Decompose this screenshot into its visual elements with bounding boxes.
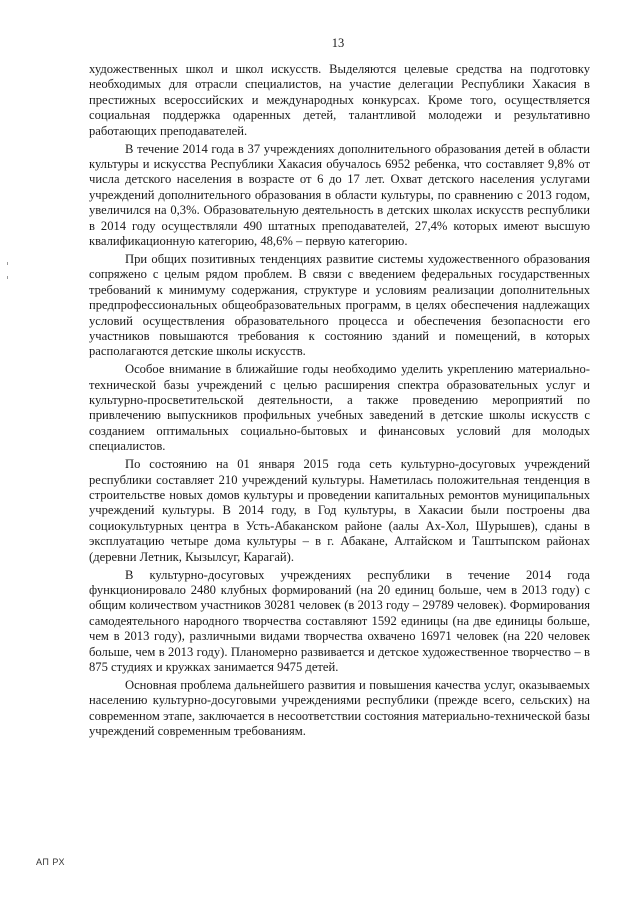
paragraph-problems: При общих позитивных тенденциях развитие системы художественного образования сопряжено с целым рядом проблем. В связи с введением федеральных государственных требований к минимуму содержания, структуре и условиям реализации дополнительных предпрофессиональных общеобразовательных программ, в целях обеспечения надлежащих условий осуществления образовательного процесса и обеспечения безопасности его участников повышаются требования к состоянию зданий и помещений, в которых располагаются детские школы искусств. [89,251,590,359]
document-body [89,62,590,742]
paragraph-cultural-network: По состоянию на 01 января 2015 года сеть культурно-досуговых учреждений республики составляет 210 учреждений культуры. Наметилась положительная тенденция в строительстве новых домов культуры и проведении капитальных ремонтов муниципальных учреждений культуры. В 2014 году, в Год культуры, в Хакасии были построены два социокультурных центра в Усть-Абаканском районе (аалы Ах-Хол, Шурышев), сданы в эксплуатацию четыре дома культуры – в г. Абакане, Алтайском и Таштыпском районах (деревни Летник, Кызылсуг, Карагай). [89,457,590,564]
paragraph-club-formations: В культурно-досуговых учреждениях республики в течение 2014 года функционировало 2480 клубных формирований (на 20 единиц больше, чем в 2013 году) с общим количеством участников 30281 человек (в 2013 году – 29789 человек). Формирования самодеятельного народного творчества составляют 1592 единицы (на две единицы больше, чем в 2013 году), различными видами творчества охвачено 16971 человек (на 220 человек больше, чем в 2013 году). Планомерно развивается и детское художественное творчество – в 875 студиях и кружках занимается 9475 детей. [89,567,590,674]
paragraph-main-problem: Основная проблема дальнейшего развития и повышения качества услуг, оказываемых населению культурно-досуговыми учреждениями республики (прежде всего, сельских) на современном этапе, заключается в несоответствии состояния материально-технической базы учреждений современным требованиям. [89,677,590,739]
page-number: 13 [331,36,345,50]
paragraph-enrollment-2014: В течение 2014 года в 37 учреждениях дополнительного образования детей в области культуры и искусства Республики Хакасия обучалось 6952 ребенка, что составляет 9,8% от числа детского населения в возрасте от 6 до 17 лет. Охват детского населения услугами учреждений дополнительного образования в области культуры, по сравнению с 2013 годом, увеличился на 0,3%. Образовательную деятельность в детских школах искусств республики в 2014 году осуществляли 490 штатных преподавателей, 27,4% которых имеют высшую квалификационную категорию, 48,6% – первую категорию. [89,141,590,248]
margin-mark [7,262,8,265]
archive-stamp: АП РХ [36,857,65,867]
paragraph-continuation: художественных школ и школ искусств. Выделяются целевые средства на подготовку необходимых для отрасли специалистов, на участие делегации Республики Хакасия в престижных всероссийских и международных конкурсах. Кроме того, осуществляется социальная поддержка одаренных детей, талантливой молодежи и результативно работающих преподавателей. [89,62,590,138]
margin-mark [7,276,8,279]
paragraph-priorities: Особое внимание в ближайшие годы необходимо уделить укреплению материально-технической базы учреждений с целью расширения спектра образовательных услуг и культурно-просветительской деятельности, а также проведению мероприятий по привлечению выпускников профильных учебных заведений в детские школы искусств с созданием оптимальных социально-бытовых и финансовых условий для молодых специалистов. [89,362,590,454]
